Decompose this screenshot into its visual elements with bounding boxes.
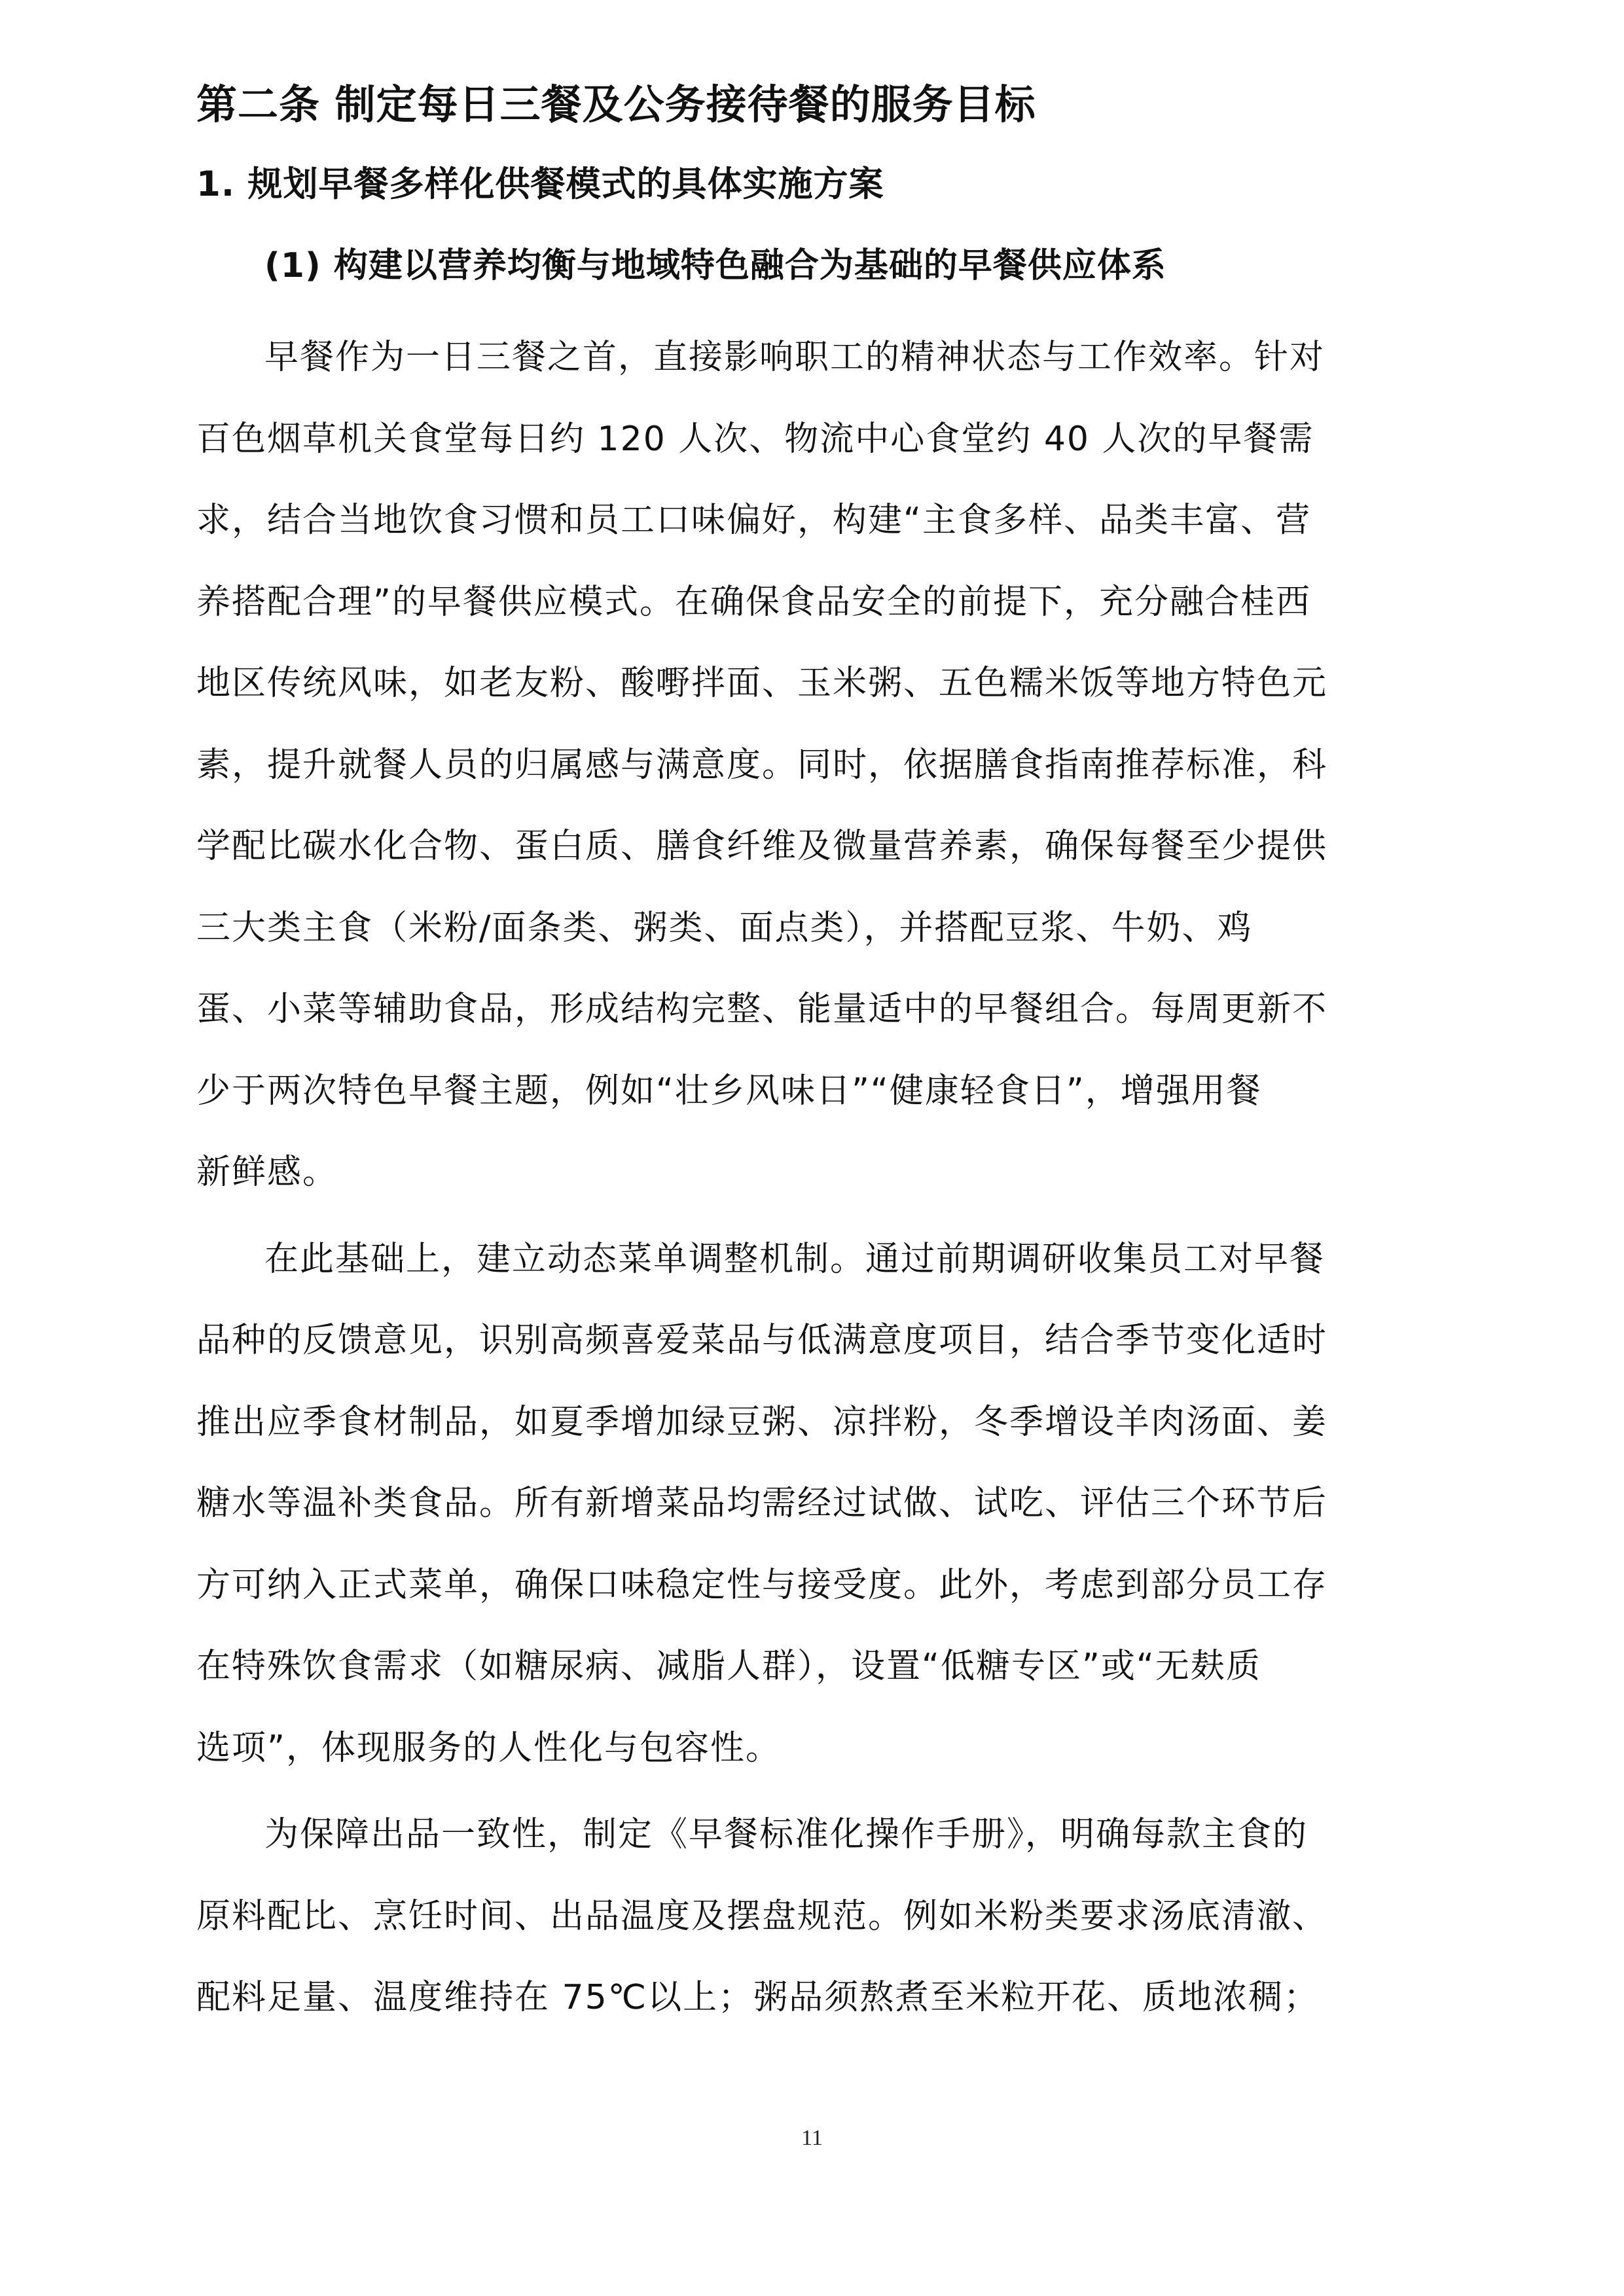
paragraph-line: 在特殊饮食需求（如糖尿病、减脂人群），设置“低糖专区”或“无麸质 <box>196 1647 1261 1686</box>
paragraph-line: 新鲜感。 <box>196 1153 338 1192</box>
paragraph-line: 早餐作为一日三餐之首，直接影响职工的精神状态与工作效率。针对 <box>264 338 1326 377</box>
paragraph-line: 糖水等温补类食品。所有新增菜品均需经过试做、试吃、评估三个环节后 <box>196 1484 1328 1523</box>
paragraph-line: 少于两次特色早餐主题，例如“壮乡风味日”“健康轻食日”，增强用餐 <box>196 1071 1262 1111</box>
paragraph-line: 选项”，体现服务的人性化与包容性。 <box>196 1728 781 1768</box>
paragraph-line: 为保障出品一致性，制定《早餐标准化操作手册》，明确每款主食的 <box>264 1815 1308 1854</box>
body-paragraph-1 <box>196 317 1427 1213</box>
paragraph-line: 配料足量、温度维持在 75℃以上；粥品须熬煮至米粒开花、质地浓稠； <box>196 1978 1320 2017</box>
paragraph-line: 蛋、小菜等辅助食品，形成结构完整、能量适中的早餐组合。每周更新不 <box>196 990 1328 1029</box>
paragraph-line: 素，提升就餐人员的归属感与满意度。同时，依据膳食指南推荐标准，科 <box>196 745 1328 785</box>
paragraph-line: 品种的反馈意见，识别高频喜爱菜品与低满意度项目，结合季节变化适时 <box>196 1321 1328 1360</box>
paragraph-line: 养搭配合理”的早餐供应模式。在确保食品安全的前提下，充分融合桂西 <box>196 582 1311 622</box>
section-heading: 1. 规划早餐多样化供餐模式的具体实施方案 <box>196 164 884 204</box>
paragraph-line: 方可纳入正式菜单，确保口味稳定性与接受度。此外，考虑到部分员工存 <box>196 1565 1328 1605</box>
paragraph-line: 学配比碳水化合物、蛋白质、膳食纤维及微量营养素，确保每餐至少提供 <box>196 827 1328 866</box>
paragraph-line: 求，结合当地饮食习惯和员工口味偏好，构建“主食多样、品类丰富、营 <box>196 501 1311 540</box>
body-paragraph-3 <box>196 1794 1427 2039</box>
paragraph-line: 在此基础上，建立动态菜单调整机制。通过前期调研收集员工对早餐 <box>264 1239 1326 1279</box>
page-content <box>196 73 1427 2044</box>
article-heading: 第二条 制定每日三餐及公务接待餐的服务目标 <box>196 81 1036 128</box>
body-paragraph-2 <box>196 1219 1427 1789</box>
paragraph-line: 推出应季食材制品，如夏季增加绿豆粥、凉拌粉，冬季增设羊肉汤面、姜 <box>196 1402 1328 1442</box>
subsection-heading: (1) 构建以营养均衡与地域特色融合为基础的早餐供应体系 <box>264 246 1166 285</box>
paragraph-line: 地区传统风味，如老友粉、酸嘢拌面、玉米粥、五色糯米饭等地方特色元 <box>196 664 1328 703</box>
paragraph-line: 原料配比、烹饪时间、出品温度及摆盘规范。例如米粉类要求汤底清澈、 <box>196 1896 1328 1936</box>
paragraph-line: 百色烟草机关食堂每日约 120 人次、物流中心食堂约 40 人次的早餐需 <box>196 419 1314 459</box>
paragraph-line: 三大类主食（米粉/面条类、粥类、面点类），并搭配豆浆、牛奶、鸡 <box>196 908 1253 948</box>
page-number: 11 <box>801 2126 823 2150</box>
